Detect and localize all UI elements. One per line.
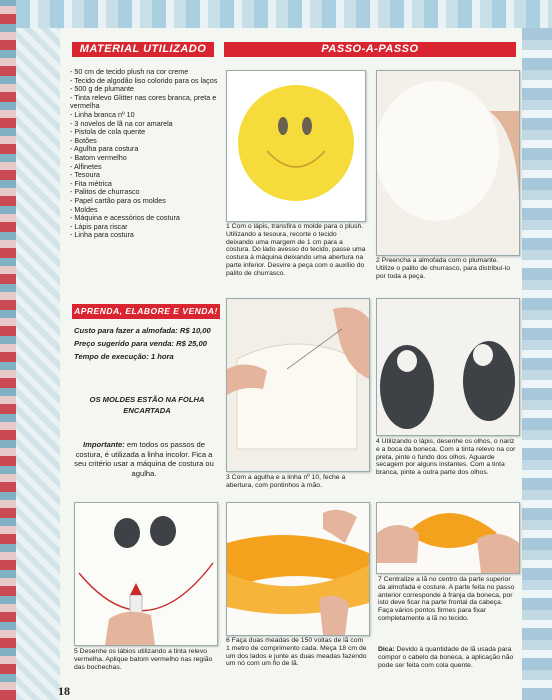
time-text: Tempo de execução: 1 hora xyxy=(74,352,174,361)
fabric-border-top xyxy=(16,0,552,28)
left-hand xyxy=(377,525,419,563)
left-eye xyxy=(278,117,288,135)
list-item: - Tesoura xyxy=(70,170,100,180)
list-item: - Tinta relevo Glitter nas cores branca, preta e vermelha xyxy=(70,92,217,111)
list-item: - Pistola de cola quente xyxy=(70,127,146,137)
list-item: - Papel cartão para os moldes xyxy=(70,195,166,205)
hand xyxy=(105,612,155,645)
step7-photo xyxy=(376,502,520,574)
sewing-illustration xyxy=(227,299,369,471)
list-item: - Linha para costura xyxy=(70,230,134,240)
list-item: - Botões xyxy=(70,135,97,145)
step7-caption: 7 Centralize a lã no centro da parte superior da almofada e costure. A parte feita no passo anterior corresponde à franja da boneca, por isto deve ficar na parte frontal da cabeça. Faça vários pontos firmes para fixar completamente a lã no tecido. xyxy=(378,576,515,622)
fabric-border-right xyxy=(522,28,552,700)
list-item: - Moldes xyxy=(70,204,98,214)
step6-caption: 6 Faça duas meadas de 150 voltas de lã com 1 metro de comprimento cada. Meça 18 cm de um dos lados e junte as duas meadas fazendo um nó com um fio de lã. xyxy=(226,637,367,668)
step3-photo xyxy=(226,298,370,472)
materials-list xyxy=(70,68,220,240)
step3-caption: 3 Com a agulha e a linha nº 10, feche a abertura, com pontinhos à mão. xyxy=(226,474,346,489)
learn-header: APRENDA, ELABORE E VENDA! xyxy=(72,304,220,319)
cost-text: Custo para fazer a almofada: R$ 10,00 xyxy=(74,326,211,335)
doll-left-eye xyxy=(114,518,140,548)
list-item: - Tecido de algodão liso colorido para os laços xyxy=(70,75,218,85)
list-item: - Palitos de churrasco xyxy=(70,187,140,197)
list-item: - 3 novelos de lã na cor amarela xyxy=(70,118,173,128)
list-item: - Fita métrica xyxy=(70,178,112,188)
list-item: - Agulha para costura xyxy=(70,144,139,154)
page-number: 18 xyxy=(58,684,70,698)
list-item: - Lápis para riscar xyxy=(70,221,128,231)
doll-right-eye xyxy=(150,516,176,546)
list-item: - 500 g de plumante xyxy=(70,84,134,94)
plush-stuffing xyxy=(377,81,499,221)
tip-label: Dica: xyxy=(378,646,395,653)
step2-photo xyxy=(376,70,520,256)
step6-photo xyxy=(226,502,370,636)
smiley-face-illustration xyxy=(227,71,365,221)
important-note xyxy=(72,440,216,478)
hand-bottom xyxy=(319,596,349,635)
tip-text: Devido à quantidade de lã usada para compor o cabelo da boneca, a aplicação não pode ser feita com cola quente. xyxy=(378,646,514,669)
step4-caption: 4 Utilizando o lápis, desenhe os olhos, o nariz e a boca da boneca. Com a tinta relevo na cor preta, pinte o fundo dos olhos. Aguarde secagem por alguns instantes. Com a tinta branca, pinte a outra parte dos olhos. xyxy=(376,438,516,477)
centering-yarn-illustration xyxy=(377,503,519,573)
yarn-illustration xyxy=(227,503,369,635)
list-item: - Alfinetes xyxy=(70,161,102,171)
list-item: - Linha branca nº 10 xyxy=(70,109,135,119)
face-yellow xyxy=(238,85,354,201)
stuffing-illustration xyxy=(377,71,519,255)
important-text: em todos os passos de costura, é utilizada a linha incolor. Fica a seu critério usar a máquina de costura ou agulha. xyxy=(74,440,214,478)
important-label: Importante: xyxy=(83,440,125,449)
step4-photo xyxy=(376,298,520,436)
right-hand xyxy=(477,534,519,573)
fabric-border-left xyxy=(0,0,16,700)
tip-note xyxy=(378,646,518,669)
list-item: - Batom vermelho xyxy=(70,152,127,162)
pillow-fabric xyxy=(237,344,357,449)
step5-photo xyxy=(74,502,218,646)
materials-header: MATERIAL UTILIZADO xyxy=(72,42,214,57)
quilt-pattern-left xyxy=(16,28,60,700)
step2-caption: 2 Preencha a almofada com o plumante. Utilize o palito de churrasco, para distribuí-lo por toda a peça. xyxy=(376,257,511,280)
list-item: - 50 cm de tecido plush na cor creme xyxy=(70,67,189,76)
left-eye-highlight xyxy=(397,350,417,372)
step1-caption: 1 Com o lápis, transfira o molde para o plush. Utilizando a tesoura, recorte o tecido deixando uma margem de 1 cm para a costura. Do lado avesso do tecido, passe uma costura à máquina deixando uma abertura na parte inferior. Desvire a peça com o auxílio do palito de churrasco. xyxy=(226,223,366,277)
step1-photo xyxy=(226,70,366,222)
lips-painting-illustration xyxy=(75,503,217,645)
molds-note: OS MOLDES ESTÃO NA FOLHA ENCARTADA xyxy=(89,395,205,415)
step5-caption: 5 Desenhe os lábios utilizando a tinta relevo vermelha. Aplique batom vermelho nas região das bochechas. xyxy=(74,648,213,671)
right-eye xyxy=(302,117,312,135)
steps-header: PASSO-A-PASSO xyxy=(224,42,516,57)
list-item: - Máquina e acessórios de costura xyxy=(70,213,180,223)
right-eye-highlight xyxy=(473,344,493,366)
price-text: Preço sugerido para venda: R$ 25,00 xyxy=(74,339,207,348)
eyes-painting-illustration xyxy=(377,299,519,435)
